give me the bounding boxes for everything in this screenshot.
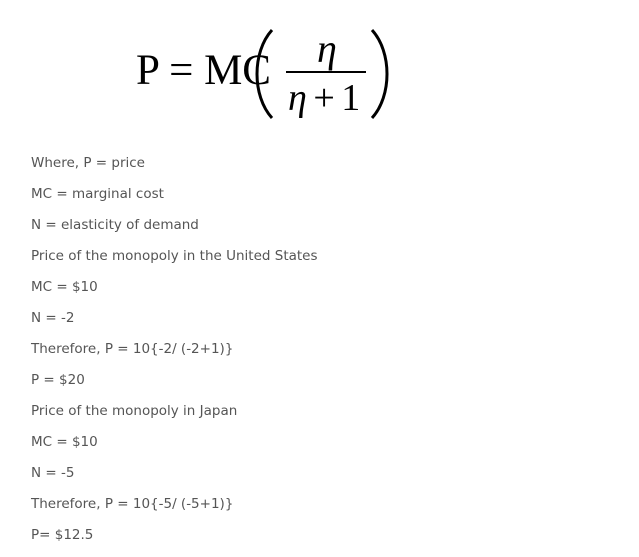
right-parenthesis: [372, 30, 387, 118]
us-marginal-cost: MC = $10: [31, 279, 98, 295]
fraction-bar: [286, 71, 366, 73]
pricing-formula: [134, 22, 394, 124]
fraction-numerator: η: [317, 26, 337, 71]
section-heading-us: Price of the monopoly in the United States: [31, 248, 318, 264]
japan-elasticity: N = -5: [31, 465, 75, 481]
us-price-result: P = $20: [31, 372, 85, 388]
denominator-plus: +: [313, 77, 335, 119]
japan-marginal-cost: MC = $10: [31, 434, 98, 450]
formula-graphic: [134, 22, 394, 124]
japan-price-result: P= $12.5: [31, 527, 94, 543]
definition-marginal-cost: MC = marginal cost: [31, 186, 164, 202]
denominator-constant: 1: [341, 77, 361, 119]
definition-elasticity: N = elasticity of demand: [31, 217, 199, 233]
definition-price: Where, P = price: [31, 155, 145, 171]
formula-lhs: P = MC: [136, 47, 271, 94]
solution-lines: [31, 154, 611, 557]
section-heading-japan: Price of the monopoly in Japan: [31, 403, 238, 419]
japan-calculation: Therefore, P = 10{-5/ (-5+1)}: [31, 496, 234, 512]
denominator-variable: η: [288, 77, 307, 119]
fraction-denominator: [288, 77, 360, 119]
us-elasticity: N = -2: [31, 310, 75, 326]
us-calculation: Therefore, P = 10{-2/ (-2+1)}: [31, 341, 234, 357]
